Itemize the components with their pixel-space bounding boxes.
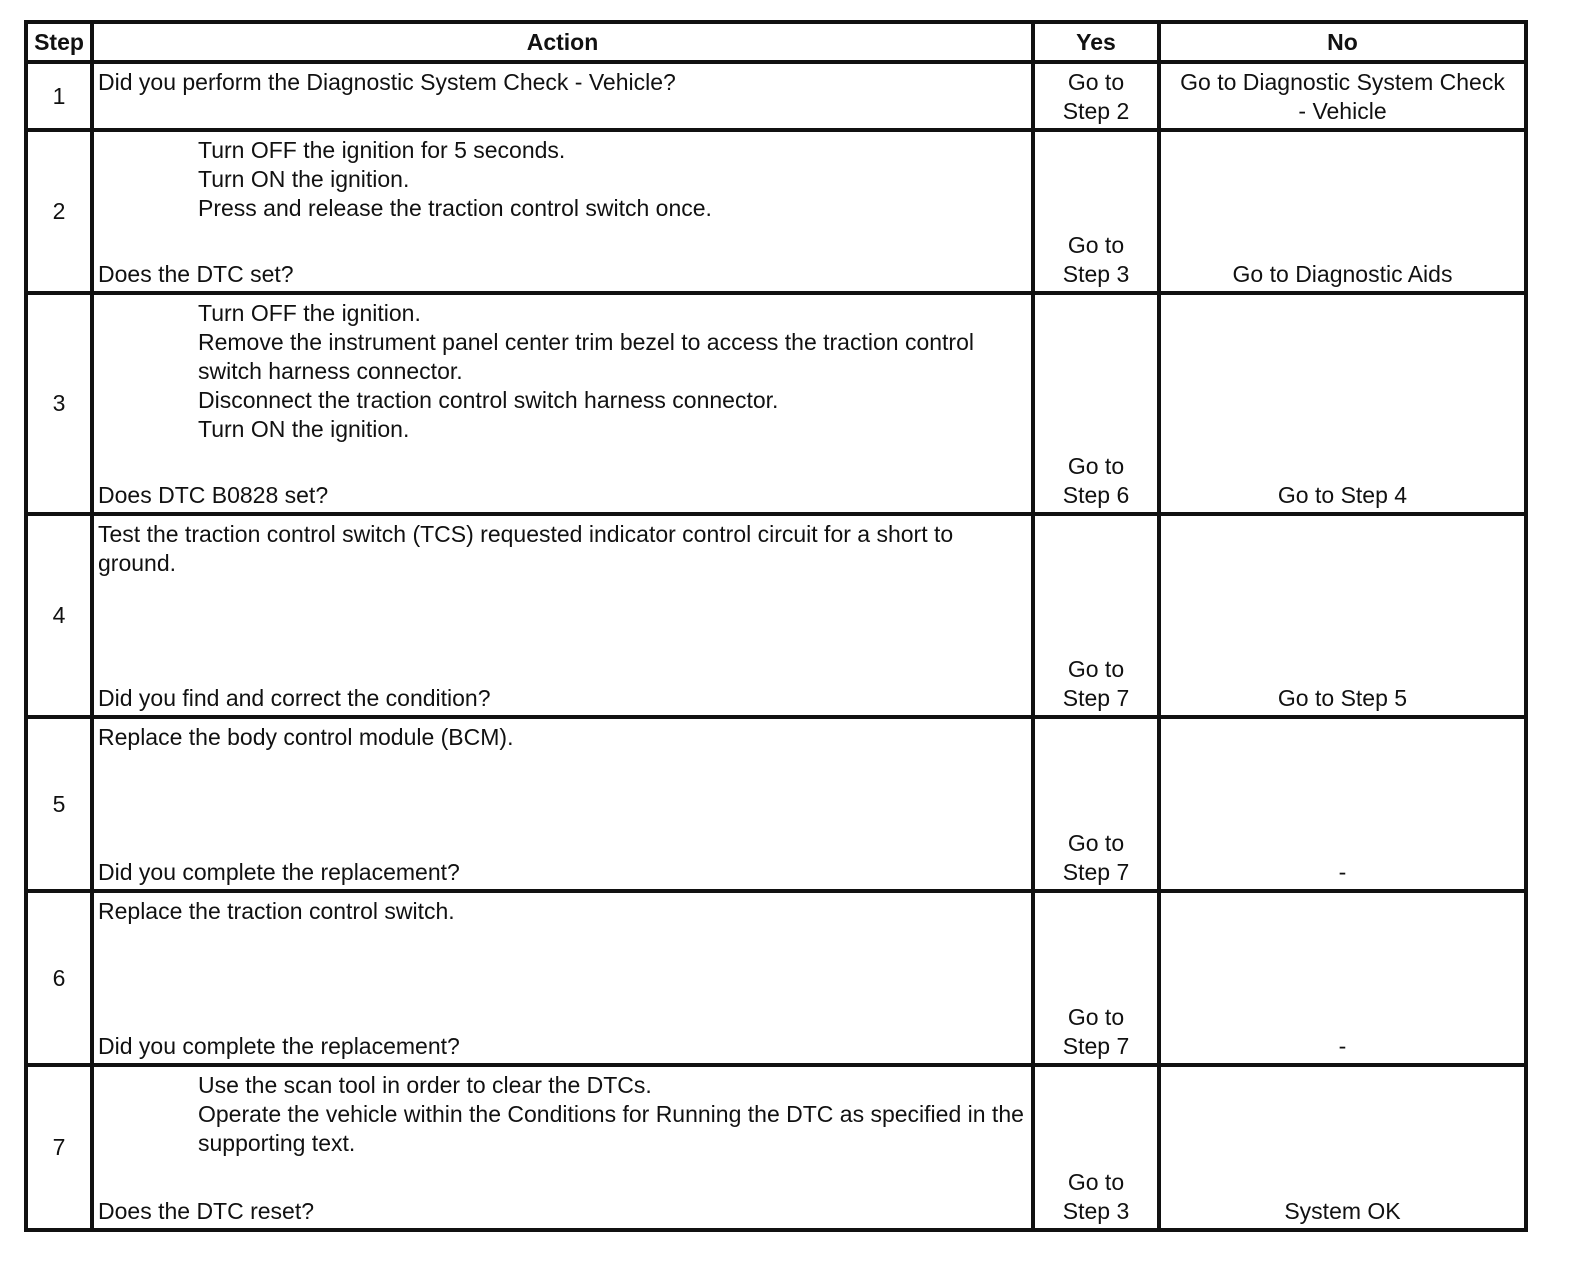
no-text: Go to Step 5 <box>1277 685 1408 711</box>
no-text: Go to Diagnostic System Check <box>1180 69 1505 95</box>
yes-cell <box>1033 62 1159 130</box>
table-row <box>26 891 1526 1065</box>
yes-cell <box>1033 717 1159 891</box>
action-cell <box>92 293 1033 514</box>
action-intro: Did you perform the Diagnostic System Check - Vehicle? <box>98 69 676 95</box>
yes-text: Step 3 <box>1062 261 1130 287</box>
no-cell <box>1159 130 1526 293</box>
yes-text: Step 7 <box>1062 859 1130 885</box>
action-cell <box>92 1065 1033 1230</box>
table-row <box>26 62 1526 130</box>
no-text: Go to Diagnostic Aids <box>1232 261 1453 287</box>
action-question: Did you find and correct the condition? <box>98 685 491 711</box>
action-step-line: Turn OFF the ignition. <box>198 300 421 326</box>
yes-text: Step 2 <box>1062 98 1130 124</box>
action-question: Does DTC B0828 set? <box>98 482 329 508</box>
action-cell <box>92 62 1033 130</box>
yes-text: Step 3 <box>1062 1198 1130 1224</box>
action-question: Did you complete the replacement? <box>98 859 460 885</box>
action-step-line: Operate the vehicle within the Conditions for Running the DTC as specified in the supporting text. <box>198 1101 1024 1156</box>
action-cell <box>92 891 1033 1065</box>
yes-text: Step 6 <box>1062 482 1130 508</box>
action-question: Does the DTC set? <box>98 261 294 287</box>
no-text: - <box>1338 859 1347 885</box>
no-text: System OK <box>1284 1198 1401 1224</box>
table-row <box>26 293 1526 514</box>
action-step-line: Turn ON the ignition. <box>198 166 410 192</box>
yes-text: Go to <box>1067 453 1125 479</box>
action-steps <box>98 136 1027 223</box>
action-question: Did you complete the replacement? <box>98 1033 460 1059</box>
action-step-line: Turn ON the ignition. <box>198 416 410 442</box>
yes-cell <box>1033 514 1159 717</box>
no-cell <box>1159 891 1526 1065</box>
action-step-line: Disconnect the traction control switch harness connector. <box>198 387 779 413</box>
no-cell <box>1159 514 1526 717</box>
table-row <box>26 514 1526 717</box>
no-cell <box>1159 717 1526 891</box>
action-step-line: Use the scan tool in order to clear the DTCs. <box>198 1072 652 1098</box>
no-cell <box>1159 1065 1526 1230</box>
step-number: 3 <box>26 293 92 514</box>
action-steps <box>98 1071 1027 1158</box>
no-cell <box>1159 62 1526 130</box>
step-number: 7 <box>26 1065 92 1230</box>
action-steps <box>98 299 1027 444</box>
yes-text: Step 7 <box>1062 685 1130 711</box>
yes-cell <box>1033 1065 1159 1230</box>
header-action: Action <box>92 22 1033 62</box>
diagnostic-table <box>24 20 1528 1232</box>
yes-text: Go to <box>1067 1004 1125 1030</box>
yes-cell <box>1033 293 1159 514</box>
action-step-line: Remove the instrument panel center trim bezel to access the traction control switch harness connector. <box>198 329 974 384</box>
yes-text: Go to <box>1067 1169 1125 1195</box>
action-step-line: Press and release the traction control switch once. <box>198 195 712 221</box>
no-text: - <box>1338 1033 1347 1059</box>
action-cell <box>92 717 1033 891</box>
no-text: - Vehicle <box>1298 98 1387 124</box>
step-number: 6 <box>26 891 92 1065</box>
no-text: Go to Step 4 <box>1277 482 1408 508</box>
yes-text: Go to <box>1067 69 1125 95</box>
header-step: Step <box>26 22 92 62</box>
yes-text: Go to <box>1067 830 1125 856</box>
step-number: 2 <box>26 130 92 293</box>
yes-cell <box>1033 891 1159 1065</box>
yes-text: Go to <box>1067 232 1125 258</box>
action-step-line: Turn OFF the ignition for 5 seconds. <box>198 137 566 163</box>
yes-text: Go to <box>1067 656 1125 682</box>
step-number: 1 <box>26 62 92 130</box>
step-number: 4 <box>26 514 92 717</box>
action-cell <box>92 130 1033 293</box>
step-number: 5 <box>26 717 92 891</box>
action-intro: Replace the traction control switch. <box>98 898 455 924</box>
table-row <box>26 130 1526 293</box>
action-intro: Replace the body control module (BCM). <box>98 724 514 750</box>
action-question: Does the DTC reset? <box>98 1198 315 1224</box>
table-row <box>26 717 1526 891</box>
header-no: No <box>1159 22 1526 62</box>
yes-cell <box>1033 130 1159 293</box>
yes-text: Step 7 <box>1062 1033 1130 1059</box>
action-cell <box>92 514 1033 717</box>
header-yes: Yes <box>1033 22 1159 62</box>
header-row <box>26 22 1526 62</box>
table-row <box>26 1065 1526 1230</box>
action-intro: Test the traction control switch (TCS) requested indicator control circuit for a short to ground. <box>98 521 954 576</box>
no-cell <box>1159 293 1526 514</box>
